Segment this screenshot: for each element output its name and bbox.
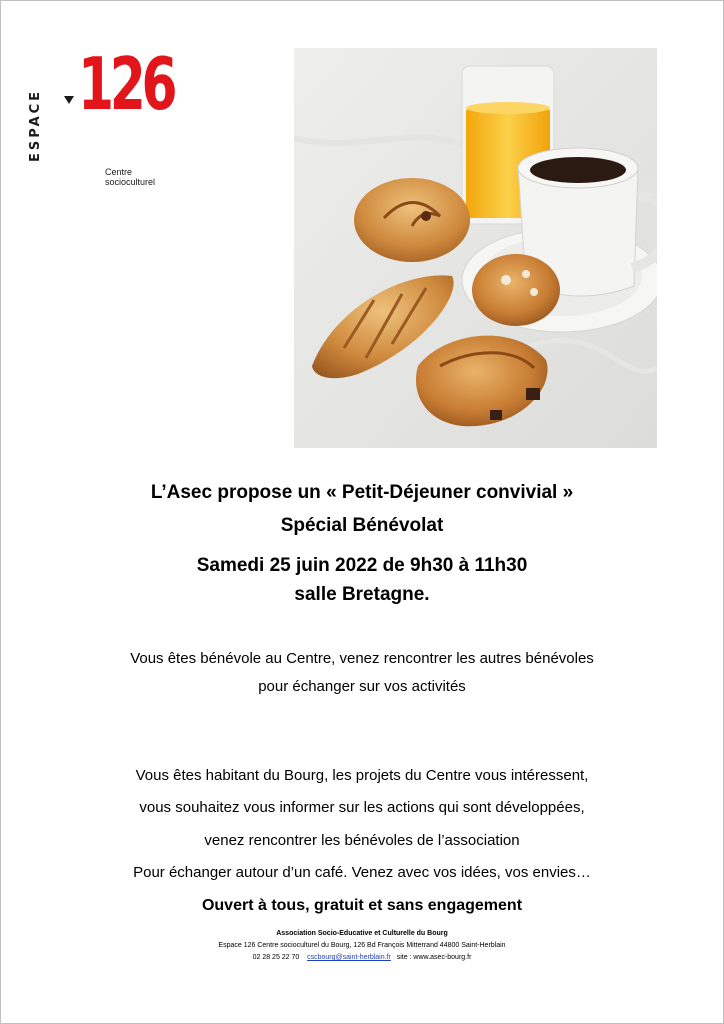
- headline-line2: Spécial Bénévolat: [280, 515, 444, 536]
- paragraph2-line4: Pour échanger autour d’un café. Venez avec vos idées, vos envies…: [133, 864, 591, 881]
- footer-phone: 02 28 25 22 70: [252, 954, 300, 961]
- logo-subtitle-line2: socioculturel: [105, 177, 156, 187]
- headline-date: Samedi 25 juin 2022 de 9h30 à 11h30: [196, 555, 528, 576]
- paragraph1-line1: Vous êtes bénévole au Centre, venez rencontrer les autres bénévoles: [130, 650, 594, 667]
- logo-subtitle-line1: Centre: [105, 167, 133, 177]
- paragraph1-line2: pour échanger sur vos activités: [258, 678, 466, 695]
- headline-line1: L’Asec propose un « Petit-Déjeuner convivial »: [150, 482, 574, 503]
- footer-address: Espace 126 Centre socioculturel du Bourg, 126 Bd François Mitterrand 44800 Saint-Herblain: [218, 942, 506, 949]
- footer-org: Association Socio-Educative et Culturelle du Bourg: [276, 930, 448, 937]
- logo-subtitle: [105, 167, 155, 187]
- paragraph2-line2: vous souhaitez vous informer sur les actions qui sont développées,: [139, 799, 585, 816]
- footer-email-link[interactable]: cscbourg@saint-herblain.fr: [307, 954, 391, 961]
- breakfast-photo: [294, 48, 657, 448]
- footer-contact: [0, 954, 724, 961]
- triangle-icon: [64, 96, 74, 104]
- footer-site: site : www.asec-bourg.fr: [396, 954, 472, 961]
- closing-statement: Ouvert à tous, gratuit et sans engagement: [201, 897, 523, 914]
- paragraph2-line1: Vous êtes habitant du Bourg, les projets du Centre vous intéressent,: [135, 767, 589, 784]
- headline-place: salle Bretagne.: [294, 584, 430, 605]
- espace-126-logo: [28, 42, 174, 192]
- logo-word: ESPACE: [28, 88, 43, 162]
- logo-number: 126: [78, 42, 174, 126]
- paragraph2-line3: venez rencontrer les bénévoles de l’association: [204, 832, 520, 849]
